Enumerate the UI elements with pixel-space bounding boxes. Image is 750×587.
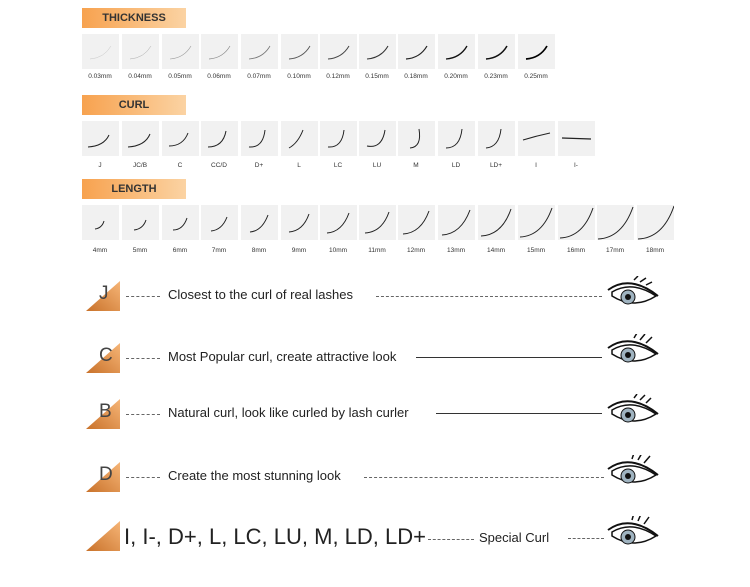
length-label: 10mm	[328, 247, 348, 254]
curl-letter: J	[99, 283, 109, 304]
curl-tile	[558, 121, 595, 156]
eye-icon	[604, 334, 664, 374]
leader-dash	[428, 539, 474, 540]
triangle-badge	[86, 343, 120, 373]
curl-label: I-	[574, 162, 578, 169]
length-label: 8mm	[251, 247, 267, 254]
leader-dash	[364, 477, 604, 478]
curl-label: L	[297, 162, 301, 169]
eye-icon	[604, 276, 664, 316]
length-tile	[122, 205, 159, 240]
length-label: 18mm	[645, 247, 665, 254]
thickness-label: 0.23mm	[484, 73, 508, 80]
length-tile	[637, 205, 674, 240]
curl-label: J	[98, 162, 102, 169]
curl-tile	[281, 121, 318, 156]
length-tile	[82, 205, 119, 240]
length-tile	[359, 205, 396, 240]
leader-dash	[126, 477, 160, 478]
thickness-title: THICKNESS	[102, 12, 166, 24]
eye-icon	[604, 394, 664, 434]
triangle-badge	[86, 462, 120, 492]
curl-tile	[82, 121, 119, 156]
length-label: 7mm	[211, 247, 227, 254]
thickness-label: 0.20mm	[444, 73, 468, 80]
length-tile	[558, 205, 595, 240]
leader-dash	[376, 296, 602, 297]
triangle-badge	[86, 399, 120, 429]
eye-icon	[604, 455, 664, 495]
curl-label: LD	[451, 162, 461, 169]
length-label: 9mm	[291, 247, 307, 254]
curl-description: Most Popular curl, create attractive look	[168, 349, 397, 364]
curl-label: LD+	[489, 162, 503, 169]
curl-tile	[518, 121, 555, 156]
curl-label: CC/D	[211, 162, 227, 169]
length-label: 6mm	[172, 247, 188, 254]
length-label: 11mm	[368, 247, 386, 254]
curl-description: Create the most stunning look	[168, 468, 341, 483]
curl-tile	[241, 121, 278, 156]
triangle-badge	[86, 521, 120, 551]
special-curl-list: I, I-, D+, L, LC, LU, M, LD, LD+	[124, 524, 426, 549]
thickness-label: 0.05mm	[168, 73, 192, 80]
leader-line	[436, 413, 602, 414]
thickness-tile	[438, 34, 475, 69]
length-tile	[478, 205, 515, 240]
length-tile	[398, 205, 435, 240]
curl-label: M	[413, 162, 419, 169]
special-curl-label: Special Curl	[479, 530, 550, 545]
leader-dash	[126, 296, 160, 297]
curl-label: C	[177, 162, 183, 169]
thickness-label: 0.12mm	[326, 73, 350, 80]
length-tile	[241, 205, 278, 240]
thickness-label: 0.15mm	[365, 73, 389, 80]
curl-label: LU	[372, 162, 382, 169]
thickness-tile	[359, 34, 396, 69]
thickness-label: 0.10mm	[287, 73, 311, 80]
thickness-label: 0.03mm	[88, 73, 112, 80]
curl-tile	[359, 121, 396, 156]
length-header	[82, 179, 186, 199]
curl-tile	[162, 121, 199, 156]
length-tile	[597, 205, 634, 240]
curl-letter: B	[99, 401, 112, 422]
length-title: LENGTH	[111, 183, 157, 195]
leader-line	[416, 357, 602, 358]
thickness-label: 0.06mm	[207, 73, 231, 80]
curl-tile	[320, 121, 357, 156]
curl-tile	[398, 121, 435, 156]
curl-tile	[478, 121, 515, 156]
curl-description: Closest to the curl of real lashes	[168, 287, 353, 302]
triangle-badge	[86, 281, 120, 311]
curl-label: LC	[333, 162, 343, 169]
length-label: 13mm	[446, 247, 466, 254]
curl-description: Natural curl, look like curled by lash curler	[168, 405, 409, 420]
curl-header	[82, 95, 186, 115]
eye-icon	[604, 516, 664, 556]
thickness-tile	[478, 34, 515, 69]
thickness-tile	[281, 34, 318, 69]
length-tile	[320, 205, 357, 240]
curl-tile	[122, 121, 159, 156]
length-tile	[438, 205, 475, 240]
thickness-label: 0.04mm	[128, 73, 152, 80]
thickness-tile	[320, 34, 357, 69]
thickness-tile	[201, 34, 238, 69]
curl-letter: D	[99, 464, 113, 485]
thickness-label: 0.07mm	[247, 73, 271, 80]
length-label: 16mm	[566, 247, 586, 254]
curl-label: I	[535, 162, 537, 169]
length-label: 12mm	[406, 247, 426, 254]
thickness-tile	[398, 34, 435, 69]
thickness-tile	[241, 34, 278, 69]
thickness-tile	[518, 34, 555, 69]
thickness-tile	[162, 34, 199, 69]
curl-label: JC/B	[132, 162, 148, 169]
curl-letter: C	[99, 345, 113, 366]
length-tile	[162, 205, 199, 240]
leader-dash	[568, 538, 604, 539]
curl-label: D+	[254, 162, 264, 169]
length-label: 5mm	[132, 247, 148, 254]
thickness-label: 0.18mm	[404, 73, 428, 80]
length-label: 15mm	[526, 247, 546, 254]
thickness-header	[82, 8, 186, 28]
length-label: 4mm	[92, 247, 108, 254]
curl-tile	[201, 121, 238, 156]
leader-dash	[126, 414, 160, 415]
length-tile	[201, 205, 238, 240]
curl-tile	[438, 121, 475, 156]
curl-title: CURL	[118, 99, 150, 111]
thickness-tile	[122, 34, 159, 69]
thickness-tile	[82, 34, 119, 69]
length-tile	[281, 205, 318, 240]
leader-dash	[126, 358, 160, 359]
thickness-label: 0.25mm	[524, 73, 548, 80]
length-label: 17mm	[605, 247, 625, 254]
length-label: 14mm	[486, 247, 506, 254]
length-tile	[518, 205, 555, 240]
